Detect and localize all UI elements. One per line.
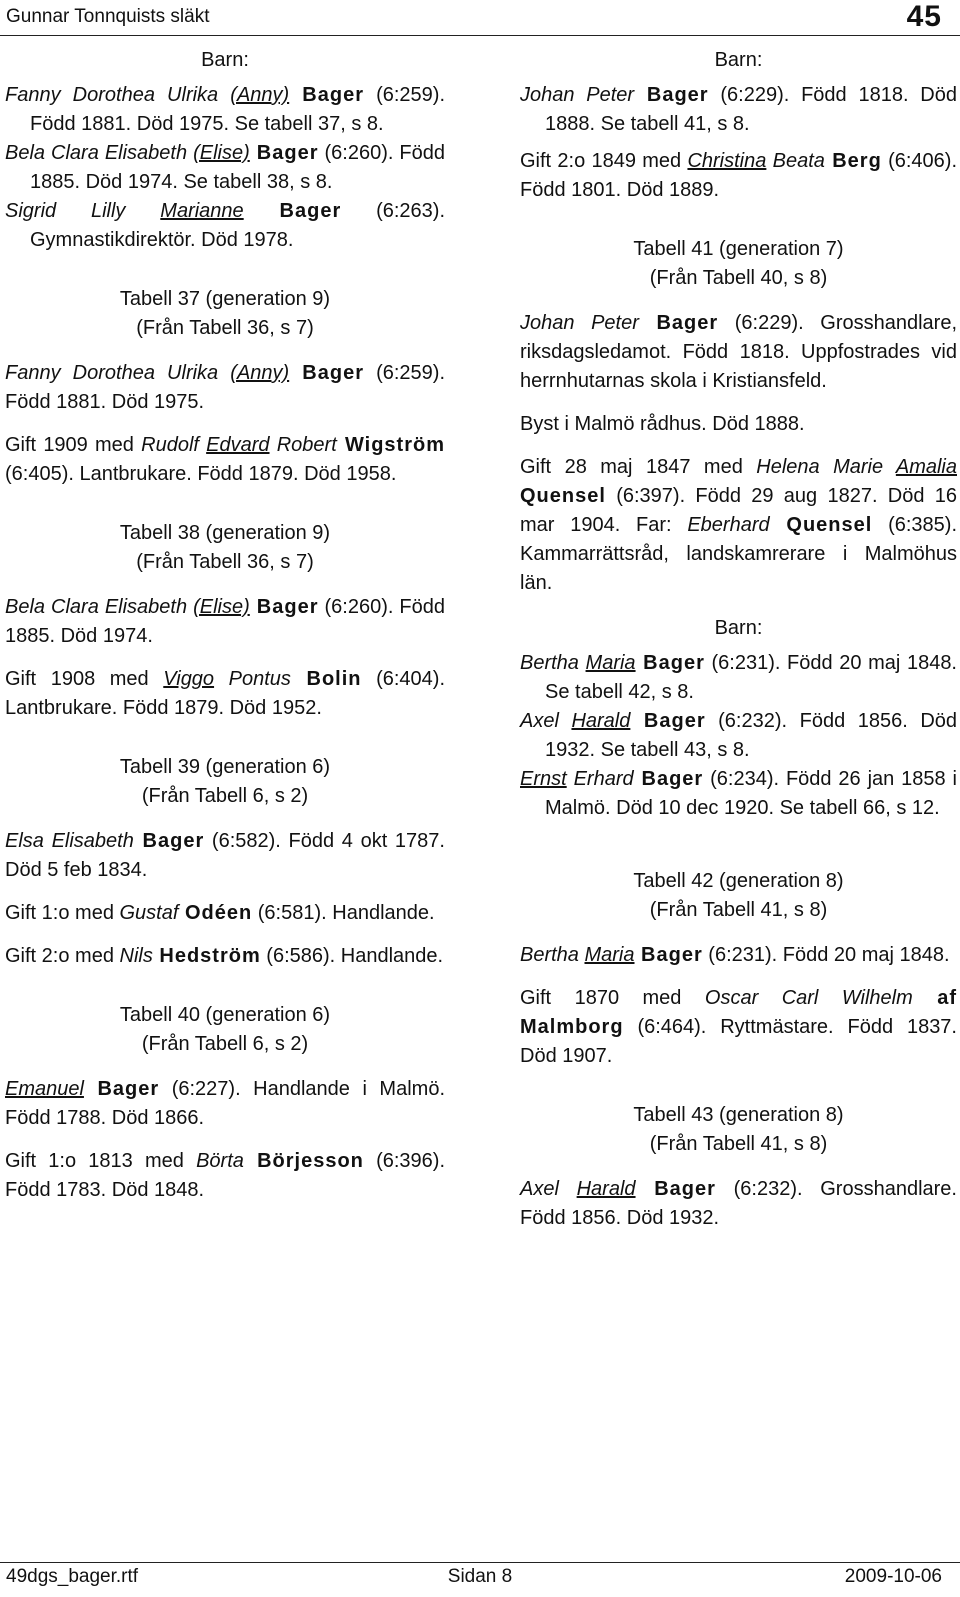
table-source: (Från Tabell 6, s 2) — [141, 1033, 309, 1055]
table-source: (Från Tabell 36, s 7) — [136, 317, 314, 339]
child-entry-fanny: Fanny Dorothea Ulrika (Anny) Bager (6:259). Född 1881. Död 1975. Se tabell 37, s 8. — [5, 84, 446, 135]
table-source: (Från Tabell 36, s 7) — [136, 551, 314, 573]
table-43-heading — [520, 1101, 957, 1159]
children-heading: Barn: — [714, 617, 763, 639]
person-entry: Bela Clara Elisabeth (Elise) Bager (6:260). Född 1885. Död 1974. — [5, 596, 445, 647]
footer-date: 2009-10-06 — [844, 1566, 942, 1587]
table-source: (Från Tabell 40, s 8) — [649, 267, 828, 289]
children-heading: Barn: — [714, 49, 763, 71]
person-entry: Elsa Elisabeth Bager (6:582). Född 4 okt 1787. Död 5 feb 1834. — [5, 830, 445, 881]
table-title: Tabell 42 (generation 8) — [633, 870, 844, 892]
table-title: Tabell 40 (generation 6) — [119, 1004, 331, 1026]
marriage-entry: Gift 1870 med Oscar Carl Wilhelm af Malmborg (6:464). Ryttmästare. Född 1837. Död 1907. — [520, 987, 958, 1067]
footer-page: Sidan 8 — [447, 1566, 513, 1587]
table-41-heading — [520, 235, 957, 293]
table-42-heading — [520, 867, 957, 925]
page-number: 45 — [906, 0, 942, 33]
children-heading: Barn: — [201, 49, 249, 71]
marriage-entry: Gift 2:o 1849 med Christina Beata Berg (6:406). Född 1801. Död 1889. — [520, 150, 958, 201]
child-entry-sigrid: Sigrid Lilly Marianne Bager (6:263). Gymnastikdirektör. Död 1978. — [5, 200, 446, 251]
left-column — [5, 46, 445, 1219]
marriage-entry: Gift 1908 med Viggo Pontus Bolin (6:404). Lantbrukare. Född 1879. Död 1952. — [5, 668, 446, 719]
table-title: Tabell 43 (generation 8) — [633, 1104, 844, 1126]
table-title: Tabell 39 (generation 6) — [119, 756, 331, 778]
person-entry: Bertha Maria Bager (6:231). Född 20 maj 1848. — [520, 944, 950, 966]
person-entry: Emanuel Bager (6:227). Handlande i Malmö. Född 1788. Död 1866. — [5, 1078, 445, 1129]
footer-rule — [0, 1562, 960, 1563]
right-column — [520, 46, 957, 1247]
child-entry-johan-peter: Johan Peter Bager (6:229). Född 1818. Död 1888. Se tabell 41, s 8. — [520, 84, 957, 135]
child-entry-ernst: Ernst Erhard Bager (6:234). Född 26 jan 1858 i Malmö. Död 10 dec 1920. Se tabell 66, s 12. — [520, 768, 957, 819]
table-37-heading — [5, 285, 445, 343]
footer-filename: 49dgs_bager.rtf — [6, 1566, 139, 1587]
marriage-entry: Gift 1:o 1813 med Börta Börjesson (6:396). Född 1783. Död 1848. — [5, 1150, 446, 1201]
table-source: (Från Tabell 41, s 8) — [649, 1133, 828, 1155]
running-header-title: Gunnar Tonnquists släkt — [6, 6, 210, 27]
table-39-heading — [5, 753, 445, 811]
table-title: Tabell 41 (generation 7) — [633, 238, 844, 260]
table-source: (Från Tabell 41, s 8) — [649, 899, 828, 921]
marriage-entry: Gift 28 maj 1847 med Helena Marie Amalia Quensel (6:397). Född 29 aug 1827. Död 16 mar 1904. Far: Eberhard Quensel (6:385). Kammarrättsråd, landskamrerare i Malmöhus län. — [520, 456, 958, 594]
note-entry: Byst i Malmö rådhus. Död 1888. — [520, 413, 805, 435]
person-entry: Fanny Dorothea Ulrika (Anny) Bager (6:259). Född 1881. Död 1975. — [5, 362, 446, 413]
table-title: Tabell 37 (generation 9) — [119, 288, 331, 310]
child-entry-bela: Bela Clara Elisabeth (Elise) Bager (6:260). Född 1885. Död 1974. Se tabell 38, s 8. — [5, 142, 445, 193]
person-entry: Johan Peter Bager (6:229). Grosshandlare, riksdagsledamot. Född 1818. Uppfostrades vid herrnhutarnas skola i Kristiansfeld. — [520, 312, 958, 392]
child-entry-axel: Axel Harald Bager (6:232). Född 1856. Död 1932. Se tabell 43, s 8. — [520, 710, 958, 761]
table-source: (Från Tabell 6, s 2) — [141, 785, 309, 807]
table-38-heading — [5, 519, 445, 577]
marriage-entry: Gift 1:o med Gustaf Odéen (6:581). Handlande. — [5, 902, 435, 924]
table-title: Tabell 38 (generation 9) — [119, 522, 331, 544]
table-40-heading — [5, 1001, 445, 1059]
header-rule — [0, 35, 960, 36]
person-entry: Axel Harald Bager (6:232). Grosshandlare. Född 1856. Död 1932. — [520, 1178, 957, 1229]
child-entry-bertha: Bertha Maria Bager (6:231). Född 20 maj 1848. Se tabell 42, s 8. — [520, 652, 957, 703]
marriage-entry: Gift 2:o med Nils Hedström (6:586). Handlande. — [5, 945, 444, 967]
marriage-entry: Gift 1909 med Rudolf Edvard Robert Wigström (6:405). Lantbrukare. Född 1879. Död 1958. — [5, 434, 445, 485]
